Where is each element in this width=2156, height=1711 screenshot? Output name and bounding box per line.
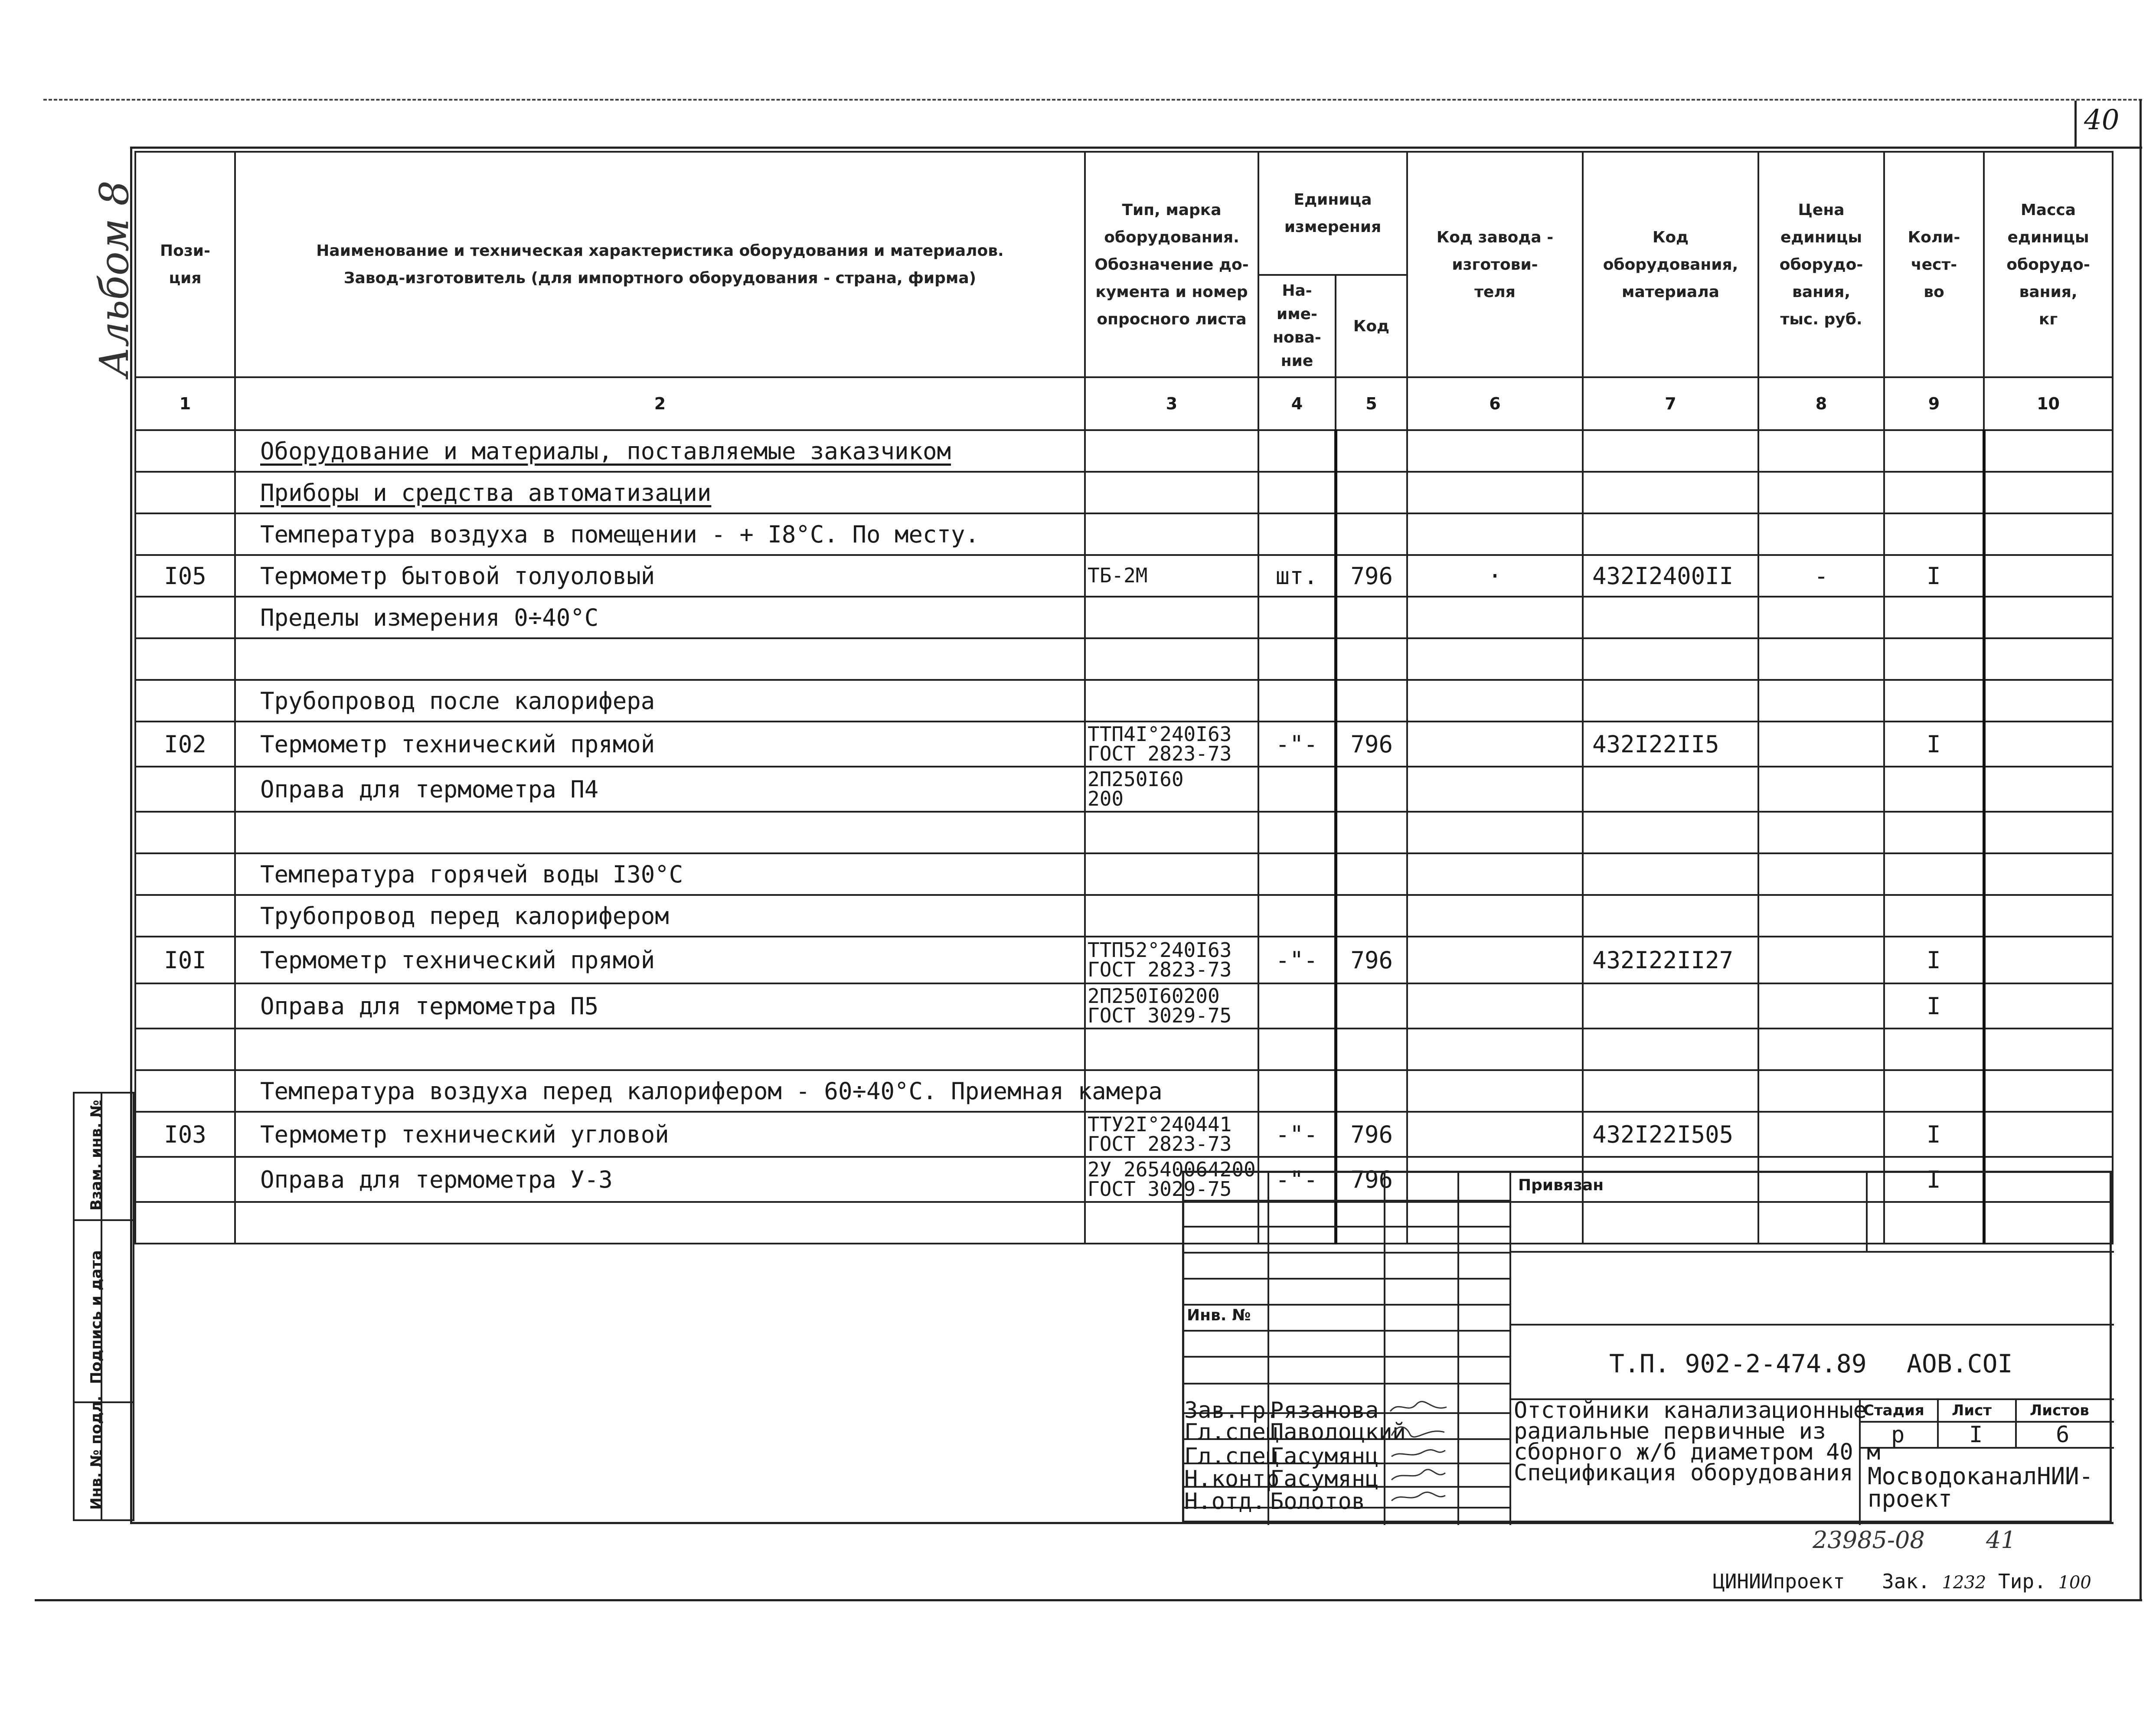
cell-mass bbox=[1984, 472, 2113, 513]
header-unit-name: На- име- нова- ние bbox=[1258, 275, 1336, 377]
cell-price bbox=[1758, 767, 1884, 812]
cell-price bbox=[1758, 853, 1884, 895]
cell-price bbox=[1758, 937, 1884, 983]
tb-line bbox=[2015, 1398, 2017, 1447]
header-quantity: Коли- чест- во bbox=[1884, 152, 1984, 377]
cell-unit bbox=[1258, 638, 1336, 680]
cell-mass bbox=[1984, 638, 2113, 680]
tb-line bbox=[1937, 1398, 1939, 1447]
zak-value: 1232 bbox=[1942, 1573, 1986, 1593]
col-num: 10 bbox=[1984, 377, 2113, 430]
cell-pos bbox=[135, 472, 235, 513]
zak-label: Зак. bbox=[1882, 1570, 1930, 1593]
cell-unit bbox=[1258, 983, 1336, 1029]
cell-equip bbox=[1583, 597, 1758, 638]
tir-label: Тир. bbox=[1998, 1570, 2046, 1593]
header-type: Тип, марка оборудования. Обозначение до- кумента и номер опросного листа bbox=[1085, 152, 1258, 377]
cell-price bbox=[1758, 895, 1884, 937]
cell-code bbox=[1336, 638, 1407, 680]
sheet-code: АОВ.СОI bbox=[1907, 1349, 2013, 1378]
cell-unit bbox=[1258, 812, 1336, 853]
cell-type bbox=[1085, 1029, 1258, 1070]
cell-pos bbox=[135, 767, 235, 812]
cell-pos bbox=[135, 853, 235, 895]
cell-type bbox=[1085, 597, 1258, 638]
sheets-value: 6 bbox=[2056, 1422, 2070, 1448]
cell-mass bbox=[1984, 983, 2113, 1029]
cell-unit: -"- bbox=[1258, 1112, 1336, 1157]
cell-type bbox=[1085, 513, 1258, 555]
cell-qty bbox=[1884, 853, 1984, 895]
table-row bbox=[135, 767, 2113, 812]
right-border bbox=[2140, 100, 2142, 1600]
table-row bbox=[135, 937, 2113, 983]
side-stamp-col bbox=[101, 1094, 102, 1519]
cell-pos bbox=[135, 1070, 235, 1112]
cell-unit bbox=[1258, 472, 1336, 513]
cell-pos bbox=[135, 638, 235, 680]
tb-line bbox=[1184, 1330, 1509, 1332]
table-row bbox=[135, 1112, 2113, 1157]
cell-mass bbox=[1984, 895, 2113, 937]
cell-factory bbox=[1407, 680, 1583, 722]
cell-type bbox=[1085, 680, 1258, 722]
side-label-signature: Подпись и дата bbox=[88, 1250, 105, 1384]
cell-code bbox=[1336, 1070, 1407, 1112]
cell-mass bbox=[1984, 680, 2113, 722]
side-stamp bbox=[73, 1092, 134, 1521]
cell-type bbox=[1085, 812, 1258, 853]
cell-type: ТТУ2I°240441 ГОСТ 2823-73 bbox=[1085, 1112, 1258, 1157]
cell-qty bbox=[1884, 513, 1984, 555]
cell-factory bbox=[1407, 430, 1583, 472]
cell-mass bbox=[1984, 722, 2113, 767]
cell-price bbox=[1758, 680, 1884, 722]
cell-name: Термометр бытовой толуоловый bbox=[235, 555, 1085, 597]
cell-name: Оправа для термометра П4 bbox=[235, 767, 1085, 812]
cell-type bbox=[1085, 895, 1258, 937]
cell-equip: 432I2400II bbox=[1583, 555, 1758, 597]
cell-price bbox=[1758, 472, 1884, 513]
cell-equip bbox=[1583, 812, 1758, 853]
cell-equip bbox=[1583, 472, 1758, 513]
cell-equip: 432I22II27 bbox=[1583, 937, 1758, 983]
cell-name: Приборы и средства автоматизации bbox=[235, 472, 1085, 513]
table-row bbox=[135, 895, 2113, 937]
cell-equip bbox=[1583, 680, 1758, 722]
bottom-border bbox=[35, 1599, 2142, 1601]
print-organization: ЦИНИИпроект bbox=[1713, 1570, 1845, 1593]
tb-line bbox=[1509, 1173, 1511, 1525]
cell-unit bbox=[1258, 1029, 1336, 1070]
cell-factory bbox=[1407, 895, 1583, 937]
cell-code bbox=[1336, 680, 1407, 722]
bound-label: Привязан bbox=[1518, 1176, 1604, 1194]
cell-price bbox=[1758, 812, 1884, 853]
cell-unit bbox=[1258, 597, 1336, 638]
signature bbox=[1388, 1468, 1449, 1483]
cell-equip bbox=[1583, 895, 1758, 937]
cell-code bbox=[1336, 1029, 1407, 1070]
cell-equip bbox=[1583, 983, 1758, 1029]
cell-unit: -"- bbox=[1258, 937, 1336, 983]
cell-qty: I bbox=[1884, 983, 1984, 1029]
cell-name: Трубопровод после калорифера bbox=[235, 680, 1085, 722]
cell-qty bbox=[1884, 812, 1984, 853]
table-row bbox=[135, 472, 2113, 513]
cell-equip: 432I22II5 bbox=[1583, 722, 1758, 767]
signature bbox=[1388, 1489, 1449, 1505]
cell-price bbox=[1758, 1029, 1884, 1070]
tb-line bbox=[1509, 1324, 2114, 1326]
cell-qty: I bbox=[1884, 937, 1984, 983]
person-name: Рязанова bbox=[1270, 1398, 1379, 1424]
cell-name: Температура воздуха в помещении - + I8°С. По месту. bbox=[235, 513, 1085, 555]
signature bbox=[1388, 1446, 1449, 1462]
cell-factory bbox=[1407, 983, 1583, 1029]
header-name: Наименование и техническая характеристика оборудования и материалов. Завод-изготовитель (для импортного оборудования - страна, фирма) bbox=[235, 152, 1085, 377]
cell-qty: I bbox=[1884, 555, 1984, 597]
order-number: 23985-08 bbox=[1813, 1526, 1925, 1554]
cell-factory bbox=[1407, 853, 1583, 895]
cell-qty: I bbox=[1884, 1112, 1984, 1157]
column-number-row bbox=[135, 377, 2113, 430]
cell-factory bbox=[1407, 513, 1583, 555]
cell-qty bbox=[1884, 767, 1984, 812]
cell-factory bbox=[1407, 1070, 1583, 1112]
cell-name bbox=[235, 812, 1085, 853]
cell-pos bbox=[135, 680, 235, 722]
cell-name: Термометр технический угловой bbox=[235, 1112, 1085, 1157]
document-code: Т.П. 902-2-474.89 bbox=[1609, 1349, 1867, 1378]
table-row bbox=[135, 430, 2113, 472]
role-label: Н.отд. bbox=[1184, 1489, 1266, 1515]
stage-value: р bbox=[1891, 1422, 1905, 1448]
cell-equip: 432I22I505 bbox=[1583, 1112, 1758, 1157]
project-title-line: Отстойники канализационные bbox=[1514, 1398, 1867, 1424]
cell-price bbox=[1758, 722, 1884, 767]
cell-name bbox=[235, 1029, 1085, 1070]
header-unit: Единица измерения bbox=[1258, 152, 1407, 275]
role-label: Н.контр bbox=[1184, 1466, 1280, 1492]
cell-code bbox=[1336, 895, 1407, 937]
cell-pos bbox=[135, 983, 235, 1029]
cell-code: 796 bbox=[1336, 1157, 1407, 1202]
cell-name: Оправа для термометра У-3 bbox=[235, 1157, 1085, 1202]
cell-unit bbox=[1258, 767, 1336, 812]
cell-factory bbox=[1407, 597, 1583, 638]
table-row bbox=[135, 983, 2113, 1029]
cell-type: ТТП52°240I63 ГОСТ 2823-73 bbox=[1085, 937, 1258, 983]
table-row bbox=[135, 812, 2113, 853]
cell-name: Оправа для термометра П5 bbox=[235, 983, 1085, 1029]
cell-code bbox=[1336, 472, 1407, 513]
top-dashed-line bbox=[43, 99, 2142, 101]
signature bbox=[1388, 1399, 1449, 1415]
cell-code: 796 bbox=[1336, 1112, 1407, 1157]
cell-mass bbox=[1984, 812, 2113, 853]
cell-equip bbox=[1583, 767, 1758, 812]
role-label: Гл.спец bbox=[1184, 1419, 1280, 1445]
organization-line: проект bbox=[1868, 1485, 1953, 1512]
cell-type bbox=[1085, 430, 1258, 472]
cell-pos bbox=[135, 1157, 235, 1202]
cell-pos: I02 bbox=[135, 722, 235, 767]
specification-table bbox=[134, 151, 2114, 1244]
cell-mass bbox=[1984, 513, 2113, 555]
cell-type bbox=[1085, 472, 1258, 513]
cell-factory bbox=[1407, 767, 1583, 812]
header-equipment-code: Код оборудования, материала bbox=[1583, 152, 1758, 377]
cell-unit bbox=[1258, 513, 1336, 555]
cell-pos bbox=[135, 597, 235, 638]
col-num: 8 bbox=[1758, 377, 1884, 430]
table-row bbox=[135, 722, 2113, 767]
cell-factory: · bbox=[1407, 555, 1583, 597]
side-label-replace: Взам. инв. № bbox=[88, 1100, 105, 1211]
table-row bbox=[135, 638, 2113, 680]
cell-qty bbox=[1884, 638, 1984, 680]
header-unit-code: Код bbox=[1336, 275, 1407, 377]
tb-line bbox=[1184, 1226, 1509, 1228]
cell-price: - bbox=[1758, 555, 1884, 597]
cell-name: Температура горячей воды I30°С bbox=[235, 853, 1085, 895]
cell-factory bbox=[1407, 722, 1583, 767]
cell-mass bbox=[1984, 430, 2113, 472]
cell-type: 2П250I60 200 bbox=[1085, 767, 1258, 812]
project-title-line: сборного ж/б диаметром 40 м bbox=[1514, 1439, 1881, 1465]
cell-pos bbox=[135, 895, 235, 937]
cell-mass bbox=[1984, 1029, 2113, 1070]
sheet-number: 40 bbox=[2084, 104, 2120, 136]
cell-code bbox=[1336, 812, 1407, 853]
cell-name: Термометр технический прямой bbox=[235, 722, 1085, 767]
tir-value: 100 bbox=[2058, 1573, 2091, 1593]
person-name: Гасумянц bbox=[1270, 1443, 1379, 1469]
cell-code bbox=[1336, 513, 1407, 555]
stage-label: Стадия bbox=[1863, 1402, 1924, 1419]
cell-name: Температура воздуха перед калорифером - 60÷40°С. Приемная камера bbox=[235, 1070, 1085, 1112]
cell-name: Трубопровод перед калорифером bbox=[235, 895, 1085, 937]
cell-equip bbox=[1583, 1029, 1758, 1070]
cell-factory bbox=[1407, 638, 1583, 680]
cell-qty bbox=[1884, 472, 1984, 513]
cell-qty: I bbox=[1884, 722, 1984, 767]
side-stamp-divider bbox=[75, 1219, 133, 1221]
table-row bbox=[135, 597, 2113, 638]
project-title-line: радиальные первичные из bbox=[1514, 1418, 1826, 1444]
table-row bbox=[135, 853, 2113, 895]
cell-mass bbox=[1984, 937, 2113, 983]
cell-mass bbox=[1984, 597, 2113, 638]
cell-pos bbox=[135, 430, 235, 472]
table-row bbox=[135, 680, 2113, 722]
cell-qty bbox=[1884, 597, 1984, 638]
title-block bbox=[1182, 1171, 2112, 1523]
header-price: Цена единицы оборудо- вания, тыс. руб. bbox=[1758, 152, 1884, 377]
cell-pos bbox=[135, 1029, 235, 1070]
cell-type bbox=[1085, 853, 1258, 895]
col-num: 2 bbox=[235, 377, 1085, 430]
cell-unit bbox=[1258, 430, 1336, 472]
cell-type: 2П250I60200 ГОСТ 3029-75 bbox=[1085, 983, 1258, 1029]
top-border bbox=[130, 147, 2142, 149]
cell-unit bbox=[1258, 853, 1336, 895]
tb-line bbox=[1184, 1252, 1509, 1254]
cell-factory bbox=[1407, 812, 1583, 853]
signature bbox=[1388, 1423, 1449, 1438]
cell-qty bbox=[1884, 1029, 1984, 1070]
order-info bbox=[1882, 1570, 2091, 1593]
cell-qty bbox=[1884, 680, 1984, 722]
cell-factory bbox=[1407, 1029, 1583, 1070]
cell-qty bbox=[1884, 895, 1984, 937]
cell-unit bbox=[1258, 895, 1336, 937]
header-position: Пози- ция bbox=[135, 152, 235, 377]
cell-code: 796 bbox=[1336, 555, 1407, 597]
cell-factory bbox=[1407, 472, 1583, 513]
cell-code bbox=[1336, 983, 1407, 1029]
cell-code bbox=[1336, 853, 1407, 895]
cell-unit: -"- bbox=[1258, 722, 1336, 767]
cell-code bbox=[1336, 597, 1407, 638]
col-num: 7 bbox=[1583, 377, 1758, 430]
side-label-inventory: Инв. № подл. bbox=[88, 1395, 105, 1510]
cell-unit: шт. bbox=[1258, 555, 1336, 597]
tb-line bbox=[1184, 1356, 1509, 1358]
cell-pos bbox=[135, 513, 235, 555]
sheets-label: Листов bbox=[2030, 1402, 2089, 1419]
sheet-label: Лист bbox=[1952, 1402, 1992, 1419]
cell-mass bbox=[1984, 1112, 2113, 1157]
col-num: 6 bbox=[1407, 377, 1583, 430]
cell-code bbox=[1336, 767, 1407, 812]
table-row bbox=[135, 555, 2113, 597]
cell-equip bbox=[1583, 1070, 1758, 1112]
cell-unit bbox=[1258, 1070, 1336, 1112]
cell-code bbox=[1336, 430, 1407, 472]
header-factory-code: Код завода - изготови- теля bbox=[1407, 152, 1583, 377]
cell-name: Пределы измерения 0÷40°С bbox=[235, 597, 1085, 638]
person-name: Гасумянц bbox=[1270, 1466, 1379, 1492]
cell-equip bbox=[1583, 853, 1758, 895]
person-name: Болотов bbox=[1270, 1489, 1365, 1515]
organization-line: МосводоканалНИИ- bbox=[1868, 1463, 2094, 1490]
cell-price bbox=[1758, 597, 1884, 638]
cell-factory bbox=[1407, 1112, 1583, 1157]
cell-unit bbox=[1258, 680, 1336, 722]
cell-type: ТБ-2М bbox=[1085, 555, 1258, 597]
tb-line bbox=[1184, 1304, 1509, 1306]
cell-price bbox=[1758, 638, 1884, 680]
cell-name bbox=[235, 638, 1085, 680]
col-num: 9 bbox=[1884, 377, 1984, 430]
table-row bbox=[135, 1070, 2113, 1112]
header-mass: Масса единицы оборудо- вания, кг bbox=[1984, 152, 2113, 377]
cell-unit: -"- bbox=[1258, 1157, 1336, 1202]
project-title-line: Спецификация оборудования bbox=[1514, 1460, 1853, 1486]
table-row bbox=[135, 513, 2113, 555]
cell-name bbox=[235, 1202, 1085, 1244]
tb-line bbox=[1184, 1278, 1509, 1280]
cell-name: Оборудование и материалы, поставляемые заказчиком bbox=[235, 430, 1085, 472]
col-num: 5 bbox=[1336, 377, 1407, 430]
cell-code: 796 bbox=[1336, 937, 1407, 983]
cell-type: ТТП4I°240I63 ГОСТ 2823-73 bbox=[1085, 722, 1258, 767]
cell-price bbox=[1758, 513, 1884, 555]
cell-type bbox=[1085, 638, 1258, 680]
cell-price bbox=[1758, 1112, 1884, 1157]
cell-type: 2У 26540064200 ГОСТ 3029-75 bbox=[1085, 1157, 1258, 1202]
role-label: Гл.спец bbox=[1184, 1443, 1280, 1469]
album-label: Альбом 8 bbox=[91, 180, 137, 377]
role-label: Зав.гр. bbox=[1184, 1398, 1280, 1424]
cell-equip bbox=[1583, 513, 1758, 555]
tb-line bbox=[1509, 1251, 2114, 1253]
cell-qty: I bbox=[1884, 1157, 1984, 1202]
cell-qty bbox=[1884, 1070, 1984, 1112]
cell-code: 796 bbox=[1336, 722, 1407, 767]
person-name: Паволоцкий bbox=[1270, 1419, 1406, 1445]
cell-mass bbox=[1984, 1070, 2113, 1112]
tb-line bbox=[1184, 1200, 1509, 1202]
cell-pos: I05 bbox=[135, 555, 235, 597]
cell-equip bbox=[1583, 638, 1758, 680]
cell-price bbox=[1758, 983, 1884, 1029]
tb-line bbox=[1866, 1173, 1868, 1251]
cell-price bbox=[1758, 430, 1884, 472]
inventory-label: Инв. № bbox=[1187, 1306, 1251, 1324]
cell-factory bbox=[1407, 937, 1583, 983]
cell-pos: I03 bbox=[135, 1112, 235, 1157]
tb-line bbox=[1184, 1383, 1509, 1384]
sheet-value: I bbox=[1969, 1422, 1983, 1448]
col-num: 1 bbox=[135, 377, 235, 430]
cell-price bbox=[1758, 1070, 1884, 1112]
cell-pos: I0I bbox=[135, 937, 235, 983]
col-num: 3 bbox=[1085, 377, 1258, 430]
cell-pos bbox=[135, 812, 235, 853]
col-num: 4 bbox=[1258, 377, 1336, 430]
cell-mass bbox=[1984, 853, 2113, 895]
cell-qty bbox=[1884, 430, 1984, 472]
cell-pos bbox=[135, 1202, 235, 1244]
cell-mass bbox=[1984, 767, 2113, 812]
table-row bbox=[135, 1029, 2113, 1070]
page-mark: 41 bbox=[1986, 1526, 2016, 1554]
cell-mass bbox=[1984, 555, 2113, 597]
cell-name: Термометр технический прямой bbox=[235, 937, 1085, 983]
cell-equip bbox=[1583, 430, 1758, 472]
